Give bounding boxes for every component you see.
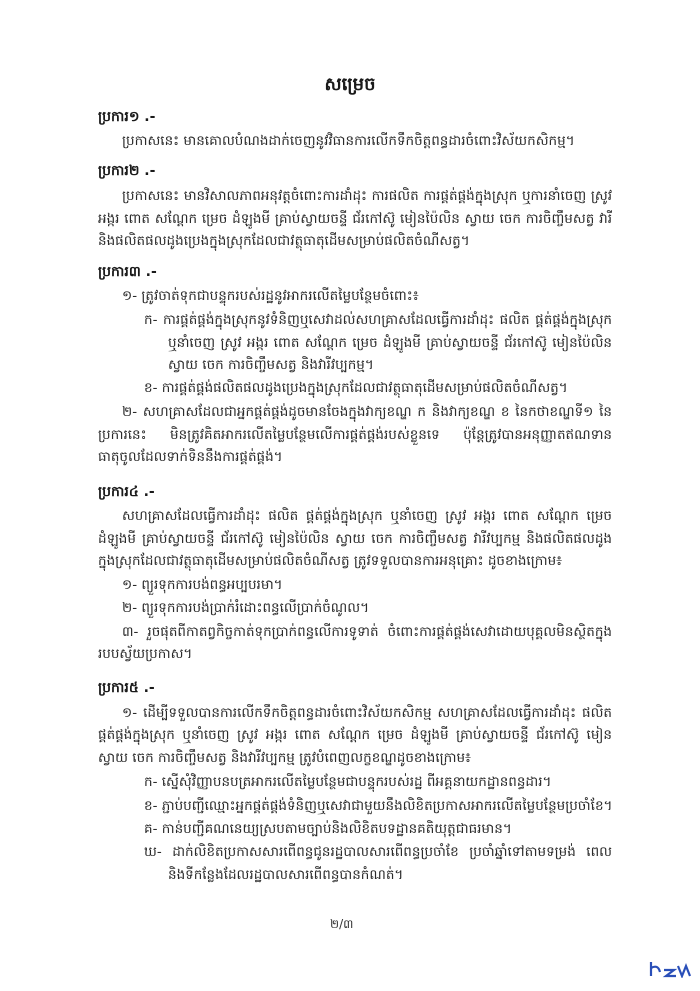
article-3-item-2: ២- សហគ្រាសដែលជាអ្នកផ្គត់ផ្គង់ដូចមានចែងក្នុងវាក្យខណ្ឌ ក និងវាក្យខណ្ឌ ខ នៃកថាខណ្ឌទី១ នៃ	[122, 404, 612, 420]
article-2-line: ប្រកាសនេះ មានវិសាលភាពអនុវត្តចំពោះការដាំដុះ ការផលិត ការផ្គត់ផ្គង់ក្នុងស្រុក ឬការនាំចេញ ស្រូវ	[122, 188, 612, 204]
article-5-subitem-d-cont: និងទីកន្លែងដែលរដ្ឋបាលសារពើពន្ធបានកំណត់។	[168, 867, 404, 883]
article-5-item-1: ១- ដើម្បីទទួលបានការលើកទឹកចិត្តពន្ធដារចំពោះវិស័យកសិកម្ម សហគ្រាសដែលធ្វើការដាំដុះ ផលិត	[122, 705, 612, 721]
document-title: សម្រេច	[324, 74, 376, 95]
article-5-heading: ប្រការ៥ .-	[98, 680, 155, 696]
article-5-subitem-a: ក- ស្នើសុំវិញ្ញាបនបត្រអាករលើតម្លៃបន្ថែមជាបន្ទុករបស់រដ្ឋ ពីអគ្គនាយកដ្ឋានពន្ធដារ។	[144, 774, 552, 790]
article-4-line: ក្នុងស្រុកដែលជាវត្ថុធាតុដើមសម្រាប់ផលិតចំណីសត្វ ត្រូវទទួលបានការអនុគ្រោះ ដូចខាងក្រោម៖	[98, 553, 563, 569]
page-number: ២/៣	[330, 917, 354, 931]
article-4-heading: ប្រការ៤ .-	[98, 484, 155, 500]
article-2-line: និងផលិតផលដូងប្រេងក្នុងស្រុកដែលជាវត្ថុធាតុដើមសម្រាប់ផលិតចំណីសត្វ។	[98, 233, 470, 249]
article-5-subitem-b: ខ- ភ្ជាប់បញ្ជីឈ្មោះអ្នកផ្គត់ផ្គង់ទំនិញឬសេវាជាមួយនឹងលិខិតប្រកាសអាករលើតម្លៃបន្ថែមប្រចាំខែ។	[144, 798, 613, 814]
article-4-line: ដំឡូងមី គ្រាប់ស្វាយចន្ទី ជ័រកៅស៊ូ មៀនប៉ៃលិន ស្វាយ ចេក ការចិញ្ចឹមសត្វ វារីវប្បកម្ម និងផលិតផលដូង	[98, 531, 612, 547]
article-3-item-1: ១- ត្រូវចាត់ទុកជាបន្ទុករបស់រដ្ឋនូវអាករលើតម្លៃបន្ថែមចំពោះ៖	[122, 288, 419, 304]
article-3-subitem-a-cont: ស្វាយ ចេក ការចិញ្ចឹមសត្វ និងវារីវប្បកម្ម។	[168, 357, 374, 373]
article-3-subitem-a: ក- ការផ្គត់ផ្គង់ក្នុងស្រុកនូវទំនិញឬសេវាដល់សហគ្រាសដែលធ្វើការដាំដុះ ផលិត ផ្គត់ផ្គង់ក្នុងស្រុក	[144, 312, 612, 328]
article-5-item-1-cont: ផ្គត់ផ្គង់ក្នុងស្រុក ឬនាំចេញ ស្រូវ អង្ករ ពោត សណ្តែក ម្រេច ដំឡូងមី គ្រាប់ស្វាយចន្ទី ជ័រកៅស៊ូ មៀន	[98, 727, 612, 743]
article-2-heading: ប្រការ២ .-	[98, 163, 156, 179]
article-4-line: សហគ្រាសដែលធ្វើការដាំដុះ ផលិត ផ្គត់ផ្គង់ក្នុងស្រុក ឬនាំចេញ ស្រូវ អង្ករ ពោត សណ្តែក ម្រេច	[122, 508, 612, 524]
article-4-item-3: ៣- រួចផុតពីកាតព្វកិច្ចកាត់ទុកប្រាក់ពន្ធលើការទូទាត់ ចំពោះការផ្គត់ផ្គង់សេវាដោយបុគ្គលមិនស្ថិតក្នុង	[122, 624, 612, 640]
article-3-subitem-a-cont: ឬនាំចេញ ស្រូវ អង្ករ ពោត សណ្តែក ម្រេច ដំឡូងមី គ្រាប់ស្វាយចន្ទី ជ័រកៅស៊ូ មៀនប៉ៃលិន	[168, 335, 612, 351]
article-4-item-3-cont: របបស្វ័យប្រកាស។	[98, 646, 193, 662]
article-5-subitem-c: គ- កាន់បញ្ជីគណនេយ្យស្របតាមច្បាប់និងលិខិតបទដ្ឋានគតិយុត្តជាធរមាន។	[144, 821, 512, 837]
article-5-subitem-d: ឃ- ដាក់លិខិតប្រកាសសារពើពន្ធជូនរដ្ឋបាលសារពើពន្ធប្រចាំខែ ប្រចាំឆ្នាំទៅតាមទម្រង់ ពេល	[144, 844, 612, 860]
article-3-subitem-b: ខ- ការផ្គត់ផ្គង់ផលិតផលដូងប្រេងក្នុងស្រុកដែលជាវត្ថុធាតុដើមសម្រាប់ផលិតចំណីសត្វ។	[144, 380, 568, 396]
initial-signature-icon	[648, 958, 692, 978]
article-2-line: អង្ករ ពោត សណ្តែក ម្រេច ដំឡូងមី គ្រាប់ស្វាយចន្ទី ជ័រកៅស៊ូ មៀនប៉ៃលិន ស្វាយ ចេក ការចិញ្ចឹមសត្វ វារី	[98, 211, 612, 227]
article-3-item-2-cont: ប្រការនេះ មិនត្រូវគិតអាករលើតម្លៃបន្ថែមលើការផ្គត់ផ្គង់របស់ខ្លួនទេ ប៉ុន្តែត្រូវបានអនុញ្ញាតឥណទាន	[98, 427, 612, 443]
article-4-item-2: ២- ព្យួរទុកការបង់ប្រាក់រំដោះពន្ធលើប្រាក់ចំណូល។	[122, 600, 369, 616]
article-3-heading: ប្រការ៣ .-	[98, 264, 157, 280]
article-3-item-2-cont: ធាតុចូលដែលទាក់ទិននឹងការផ្គត់ផ្គង់។	[98, 449, 283, 465]
article-4-item-1: ១- ព្យួរទុកការបង់ពន្ធអប្បបរមា។	[122, 577, 283, 593]
article-5-item-1-cont: ស្វាយ ចេក ការចិញ្ចឹមសត្វ និងវារីវប្បកម្ម ត្រូវបំពេញលក្ខខណ្ឌដូចខាងក្រោម៖	[98, 750, 471, 766]
article-1-line: ប្រកាសនេះ មានគោលបំណងដាក់ចេញនូវវិធានការលើកទឹកចិត្តពន្ធដារចំពោះវិស័យកសិកម្ម។	[122, 133, 575, 149]
article-1-heading: ប្រការ១ .-	[98, 109, 156, 125]
